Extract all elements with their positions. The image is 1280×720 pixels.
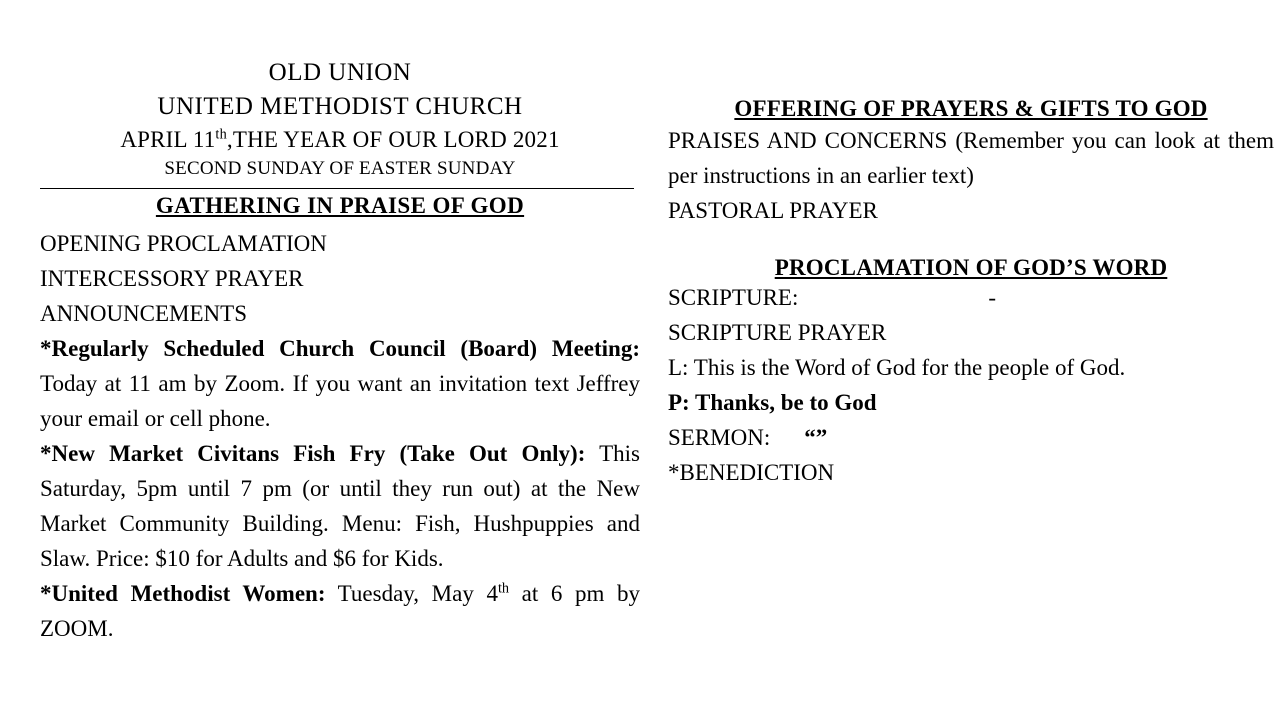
section-heading-offering: OFFERING OF PRAYERS & GIFTS TO GOD (734, 96, 1208, 121)
scripture-value: - (988, 284, 997, 310)
church-name-line2: UNITED METHODIST CHURCH (157, 92, 523, 120)
pastoral-prayer: PASTORAL PRAYER (668, 197, 878, 223)
church-name-line1: OLD UNION (268, 59, 412, 86)
praises-and-concerns: PRAISES AND CONCERNS (Remember you can look at them per instructions in an earlier text) (668, 128, 1274, 188)
announcement-umw-title: *United Methodist Women: (40, 580, 326, 606)
sermon-label: SERMON: (668, 424, 771, 450)
proclamation-section (668, 255, 1274, 491)
benediction-line: *BENEDICTION (668, 459, 835, 485)
announcement-fish-fry-title: *New Market Civitans Fish Fry (Take Out Only): (40, 441, 586, 466)
announcement-church-council-text: Today at 11 am by Zoom. If you want an invitation text Jeffrey your email or cell phone. (40, 371, 640, 432)
announcement-church-council (40, 332, 640, 437)
scripture-label: SCRIPTURE: (668, 284, 799, 310)
left-column (40, 0, 640, 647)
scripture-line (668, 281, 1274, 316)
section-heading-gathering: GATHERING IN PRAISE OF GOD (155, 193, 525, 219)
service-date-pre: APRIL 11 (120, 126, 216, 152)
right-column (668, 0, 1274, 491)
section-heading-proclamation: PROCLAMATION OF GOD’S WORD (774, 254, 1168, 280)
service-date-line (40, 124, 640, 156)
people-response-line: P: Thanks, be to God (668, 389, 877, 415)
announcement-church-council-title: *Regularly Scheduled Church Council (Board) Meeting: (40, 336, 640, 362)
order-item-announcements: ANNOUNCEMENTS (40, 301, 247, 327)
masthead (40, 0, 640, 182)
masthead-divider (40, 188, 634, 189)
offering-section (668, 0, 1274, 229)
order-item-opening-proclamation: OPENING PROCLAMATION (40, 231, 327, 257)
order-item-intercessory-prayer: INTERCESSORY PRAYER (40, 266, 304, 292)
announcement-fish-fry (40, 437, 640, 577)
announcement-fish-fry-text: This Saturday, 5pm until 7 pm (or until they run out) at the New Market Community Building. Menu: Fish, Hushpuppies and Slaw. Price: $10 for Adults and $6 for Kids. (40, 441, 640, 571)
service-date-ordinal: th (215, 125, 227, 142)
liturgical-day-line: SECOND SUNDAY OF EASTER SUNDAY (164, 157, 516, 179)
service-date-post: ,THE YEAR OF OUR LORD 2021 (226, 126, 560, 152)
announcement-umw-ordinal: th (497, 580, 510, 597)
announcement-umw-text-pre: Tuesday, May 4 (325, 580, 498, 606)
leader-response-line: L: This is the Word of God for the people of God. (668, 354, 1126, 380)
announcement-umw-text-post: at 6 pm by ZOOM. (40, 580, 641, 641)
sermon-line (668, 421, 1274, 456)
section-spacer (668, 229, 1274, 255)
scripture-prayer: SCRIPTURE PRAYER (668, 319, 887, 345)
announcement-umw (40, 577, 640, 647)
sermon-title: “” (804, 424, 828, 450)
